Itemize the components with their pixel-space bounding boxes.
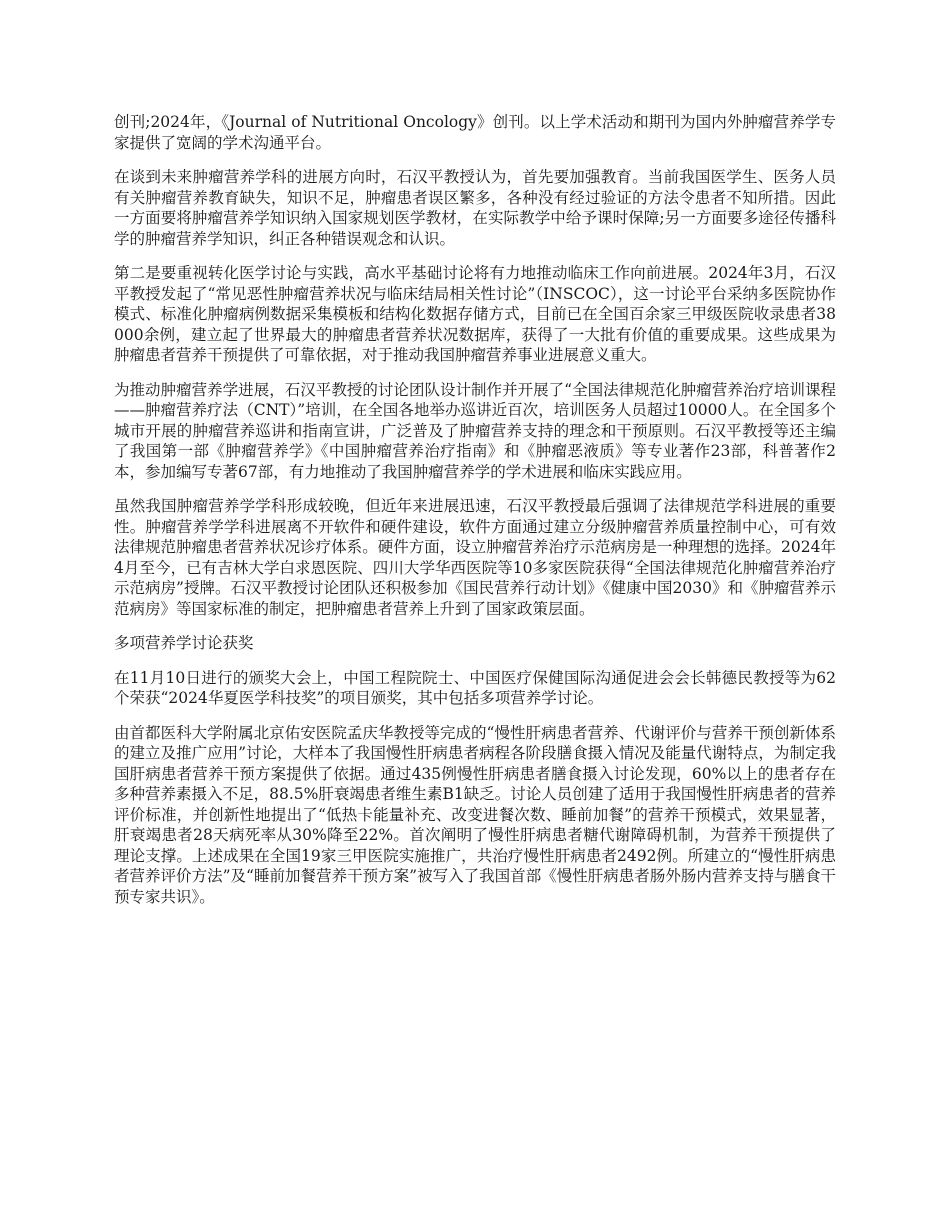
paragraph-journal-founding: 创刊;2024年，《Journal of Nutritional Oncology》创刊。以上学术活动和期刊为国内外肿瘤营养学专家提供了宽阔的学术沟通平台。: [114, 113, 836, 152]
paragraph-award-ceremony: 在11月10日进行的颁奖大会上，中国工程院院士、中国医疗保健国际沟通促进会会长韩德民教授等为62个荣获“2024华夏医学科技奖”的项目颁奖，其中包括多项营养学讨论。: [114, 668, 836, 707]
section-heading-awards: 多项营养学讨论获奖: [114, 634, 254, 652]
paragraph-translational-research: 第二是要重视转化医学讨论与实践，高水平基础讨论将有力地推动临床工作向前进展。2024年3月，石汉平教授发起了“常见恶性肿瘤营养状况与临床结局相关性讨论”（INSCOC），这一讨论平台采纳多医院协作模式、标准化肿瘤病例数据采集模板和结构化数据存储方式，目前已在全国百余家三甲级医院收录患者38000余例，建立起了世界最大的肿瘤患者营养状况数据库，获得了一大批有价值的重要成果。这些成果为肿瘤患者营养干预提供了可靠依据，对于推动我国肿瘤营养事业进展意义重大。: [114, 264, 836, 364]
document-page: [114, 112, 836, 921]
paragraph-discipline-standards: 虽然我国肿瘤营养学学科形成较晚，但近年来进展迅速，石汉平教授最后强调了法律规范学科进展的重要性。肿瘤营养学学科进展离不开软件和硬件建设，软件方面通过建立分级肿瘤营养质量控制中心，可有效法律规范肿瘤患者营养状况诊疗体系。硬件方面，设立肿瘤营养治疗示范病房是一种理想的选择。2024年4月至今，已有吉林大学白求恩医院、四川大学华西医院等10多家医院获得“全国法律规范化肿瘤营养治疗示范病房”授牌。石汉平教授讨论团队还积极参加《国民营养行动计划》《健康中国2030》和《肿瘤营养示范病房》等国家标准的制定，把肿瘤患者营养上升到了国家政策层面。: [114, 497, 836, 618]
paragraph-liver-research: 由首都医科大学附属北京佑安医院孟庆华教授等完成的“慢性肝病患者营养、代谢评价与营养干预创新体系的建立及推广应用”讨论，大样本了我国慢性肝病患者病程各阶段膳食摄入情况及能量代谢特点，为制定我国肝病患者营养干预方案提供了依据。通过435例慢性肝病患者膳食摄入讨论发现，60%以上的患者存在多种营养素摄入不足，88.5%肝衰竭患者维生素B1缺乏。讨论人员创建了适用于我国慢性肝病患者的营养评价标准，并创新性地提出了“低热卡能量补充、改变进餐次数、睡前加餐”的营养干预模式，效果显著，肝衰竭患者28天病死率从30%降至22%。首次阐明了慢性肝病患者糖代谢障碍机制，为营养干预提供了理论支撑。上述成果在全国19家三甲医院实施推广，共治疗慢性肝病患者2492例。所建立的“慢性肝病患者营养评价方法”及“睡前加餐营养干预方案”被写入了我国首部《慢性肝病患者肠外肠内营养支持与膳食干预专家共识》。: [114, 723, 836, 906]
paragraph-education: 在谈到未来肿瘤营养学科的进展方向时，石汉平教授认为，首先要加强教育。当前我国医学生、医务人员有关肿瘤营养教育缺失，知识不足，肿瘤患者误区繁多，各种没有经过验证的方法令患者不知所措。因此一方面要将肿瘤营养学知识纳入国家规划医学教材，在实际教学中给予课时保障;另一方面要多途径传播科学的肿瘤营养学知识，纠正各种错误观念和认识。: [114, 168, 836, 248]
paragraph-training: 为推动肿瘤营养学进展，石汉平教授的讨论团队设计制作并开展了“全国法律规范化肿瘤营养治疗培训课程——肿瘤营养疗法（CNT）”培训，在全国各地举办巡讲近百次，培训医务人员超过10000人。在全国多个城市开展的肿瘤营养巡讲和指南宣讲，广泛普及了肿瘤营养支持的理念和干预原则。石汉平教授等还主编了我国第一部《肿瘤营养学》《中国肿瘤营养治疗指南》和《肿瘤恶液质》等专业著作23部，科普著作2本，参加编写专著67部，有力地推动了我国肿瘤营养学的学术进展和临床实践应用。: [114, 380, 836, 481]
